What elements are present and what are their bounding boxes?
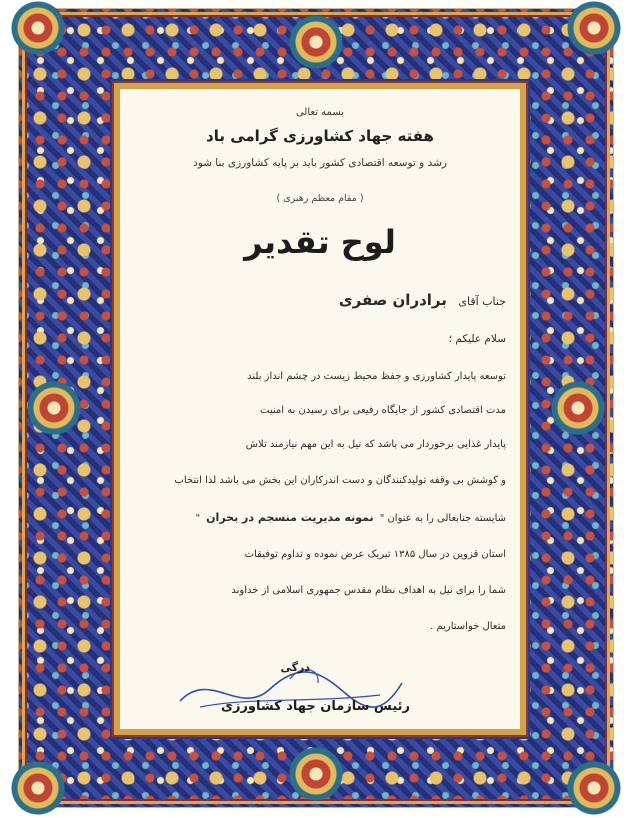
body-line: شما را برای نیل به اهداف نظام مقدس جمهوری اسلامی از خداوند xyxy=(231,585,506,596)
corner-rosette xyxy=(10,760,66,816)
award-prefix: شایسته جنابعالی را به عنوان " xyxy=(379,513,506,524)
signatory-title: رئیس سازمان جهاد کشاورزی xyxy=(221,699,410,714)
greeting-text: سلام علیکم ؛ xyxy=(448,333,506,345)
body-line: توسعه پایدار کشاورزی و حفظ محیط زیست در چشم انداز بلند xyxy=(247,371,506,382)
bismillah-text: بسمه تعالی xyxy=(295,107,345,118)
body-line: متعال خواستاریم . xyxy=(430,621,506,632)
signatory-name: درگی xyxy=(280,661,310,674)
award-suffix: " xyxy=(195,513,201,524)
award-title: نمونه مدیریت منسجم در بحران xyxy=(206,511,374,524)
corner-rosette xyxy=(566,0,622,56)
certificate-title: لوح تقدیر xyxy=(244,223,396,261)
body-line: مدت اقتصادی کشور از جایگاه رفیعی برای رسیدن به امنیت xyxy=(260,405,506,416)
body-line: پایدار غذایی برخوردار می باشد که نیل به این مهم نیازمند تلاش xyxy=(245,439,506,450)
edge-rosette xyxy=(288,746,344,802)
addressee-name: برادران صفری xyxy=(338,291,447,309)
edge-rosette xyxy=(26,380,82,436)
body-line: و کوشش بی وقفه تولیدکنندگان و دست اندرکاران این بخش می باشد لذا انتخاب xyxy=(174,475,506,486)
corner-rosette xyxy=(10,0,66,56)
addressee xyxy=(134,291,506,309)
edge-rosette xyxy=(288,14,344,70)
certificate-paper xyxy=(114,83,526,735)
corner-rosette xyxy=(566,760,622,816)
signature-area xyxy=(140,649,500,729)
body-line: استان قزوین در سال ۱۳۸۵ تبریک عرض نموده و تداوم توفیقات xyxy=(244,549,506,560)
body-line-award xyxy=(134,511,506,524)
edge-rosette xyxy=(550,380,606,436)
addressee-prefix: جناب آقای xyxy=(458,295,506,308)
slogan-text: رشد و توسعه اقتصادی کشور باید بر پایه کشاورزی بنا شود xyxy=(193,157,447,169)
headline-text: هفته جهاد کشاورزی گرامی باد xyxy=(206,127,434,145)
slogan-source: ( مقام معظم رهبری ) xyxy=(276,193,364,204)
